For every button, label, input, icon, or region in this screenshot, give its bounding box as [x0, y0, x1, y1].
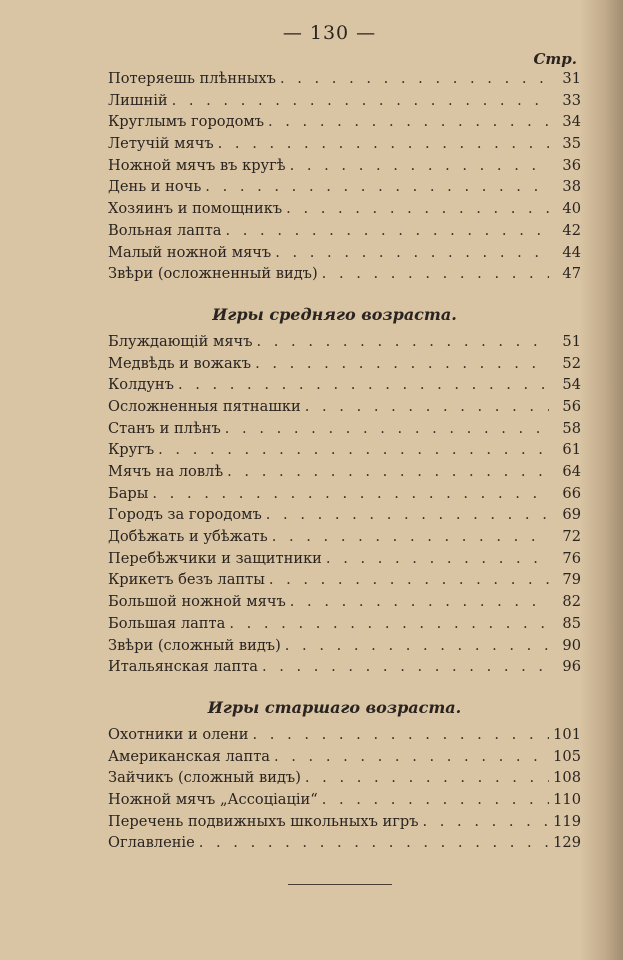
dot-leader — [322, 265, 549, 282]
toc-entry-title: Хозяинъ и помощникъ — [108, 200, 283, 218]
toc-entry-title: Осложненныя пятнашки — [108, 397, 301, 415]
page-column-header: Стр. — [533, 50, 577, 68]
dot-leader — [285, 637, 549, 654]
toc-entry-page: 61 — [562, 441, 581, 459]
toc-entry-page: 33 — [562, 91, 581, 109]
toc-entry-title: Добѣжать и убѣжать — [108, 528, 268, 546]
toc-entry-page: 110 — [553, 790, 581, 808]
toc-entry-title: Звѣри (осложненный видъ) — [108, 265, 318, 283]
toc-entry-title: Перебѣжчики и защитники — [108, 549, 322, 567]
dot-leader — [272, 528, 549, 545]
dot-leader — [268, 113, 549, 130]
section-title-older-age: Игры старшаго возраста. — [207, 697, 462, 717]
toc-entry — [108, 637, 581, 659]
page-number: — 130 — — [282, 22, 377, 44]
toc-entry-page: 72 — [562, 528, 581, 546]
toc-entry-title: Вольная лапта — [108, 221, 222, 239]
toc-entry-title: День и ночь — [108, 178, 202, 196]
toc-entry-page: 56 — [562, 397, 581, 415]
dot-leader — [305, 769, 549, 786]
toc-entry — [108, 571, 581, 593]
toc-entry-title: Большая лапта — [108, 614, 226, 632]
toc-entry — [108, 615, 581, 637]
dot-leader — [262, 658, 549, 675]
dot-leader — [253, 726, 549, 743]
toc-entry — [108, 506, 581, 528]
toc-entry-page: 129 — [553, 834, 581, 852]
toc-entry — [108, 376, 581, 398]
toc-entry-page: 82 — [562, 593, 581, 611]
toc-entry-page: 76 — [562, 549, 581, 567]
dot-leader — [275, 244, 549, 261]
dot-leader — [423, 813, 550, 830]
toc-entry-page: 64 — [562, 463, 581, 480]
toc-entry-page: 79 — [562, 571, 581, 589]
toc-entry-page: 31 — [562, 70, 581, 87]
toc-entry-page: 52 — [562, 354, 581, 372]
toc-entry — [108, 333, 581, 355]
toc-entry-title: Городъ за городомъ — [108, 506, 262, 524]
toc-entry — [108, 200, 581, 222]
toc-entry-page: 96 — [562, 658, 581, 676]
section-title-middle-age: Игры средняго возраста. — [212, 304, 457, 324]
toc-entry — [108, 748, 581, 770]
toc-section-1 — [108, 333, 581, 680]
toc-entry-title: Бары — [108, 484, 149, 502]
toc-entry — [108, 550, 581, 572]
closing-rule — [288, 884, 392, 885]
toc-entry — [108, 70, 581, 92]
toc-entry — [108, 658, 581, 680]
toc-entry — [108, 244, 581, 266]
dot-leader — [172, 92, 549, 109]
dot-leader — [286, 200, 549, 217]
toc-entry-page: 42 — [562, 221, 581, 239]
toc-entry-page: 58 — [562, 419, 581, 437]
toc-entry-title: Лишній — [108, 91, 168, 109]
toc-entry — [108, 113, 581, 135]
dot-leader — [218, 135, 549, 152]
toc-entry-title: Круглымъ городомъ — [108, 113, 264, 131]
toc-entry-page: 90 — [562, 636, 581, 654]
toc-entry-page: 54 — [562, 376, 581, 394]
toc-entry-title: Потеряешь плѣнныхъ — [108, 70, 276, 87]
toc-entry — [108, 222, 581, 244]
toc-entry — [108, 157, 581, 179]
toc-entry — [108, 528, 581, 550]
dot-leader — [178, 376, 549, 393]
toc-entry-title: Кругъ — [108, 441, 155, 459]
toc-entry-title: Малый ножной мячъ — [108, 243, 272, 261]
toc-entry — [108, 593, 581, 615]
toc-entry-title: Летучій мячъ — [108, 135, 214, 153]
dot-leader — [280, 70, 549, 87]
dot-leader — [305, 398, 549, 415]
toc-entry-title: Блуждающій мячъ — [108, 332, 253, 350]
toc-entry-page: 35 — [562, 135, 581, 153]
toc-entry-title: Ножной мячъ „Ассоціаціи“ — [108, 790, 318, 808]
dot-leader — [227, 463, 549, 480]
toc-section-2 — [108, 726, 581, 856]
dot-leader — [152, 485, 549, 502]
toc-entry — [108, 135, 581, 157]
dot-leader — [274, 748, 549, 765]
toc-entry-title: Станъ и плѣнъ — [108, 419, 221, 437]
toc-entry-title: Крикетъ безъ лапты — [108, 571, 265, 589]
toc-entry-title: Мячъ на ловлѣ — [108, 463, 224, 480]
toc-entry-page: 66 — [562, 484, 581, 502]
toc-entry-page: 40 — [562, 200, 581, 218]
toc-entry — [108, 420, 581, 442]
dot-leader — [326, 550, 549, 567]
toc-entry — [108, 441, 581, 463]
toc-section-0 — [108, 70, 581, 287]
toc-entry — [108, 463, 581, 485]
dot-leader — [322, 791, 549, 808]
toc-entry — [108, 813, 581, 835]
toc-entry — [108, 265, 581, 287]
dot-leader — [225, 420, 549, 437]
dot-leader — [290, 593, 549, 610]
dot-leader — [199, 834, 549, 851]
toc-entry-title: Оглавленіе — [108, 834, 195, 852]
toc-entry-title: Охотники и олени — [108, 725, 249, 743]
toc-entry-page: 36 — [562, 156, 581, 174]
toc-entry-title: Медвѣдь и вожакъ — [108, 354, 252, 372]
toc-entry-title: Ножной мячъ въ кругѣ — [108, 156, 286, 174]
toc-entry-title: Колдунъ — [108, 376, 174, 394]
toc-entry-title: Звѣри (сложный видъ) — [108, 636, 281, 654]
dot-leader — [158, 441, 549, 458]
toc-entry-page: 85 — [562, 614, 581, 632]
dot-leader — [255, 355, 549, 372]
toc-entry-title: Американская лапта — [108, 747, 270, 765]
toc-entry-title: Большой ножной мячъ — [108, 593, 286, 611]
dot-leader — [229, 615, 549, 632]
toc-entry — [108, 726, 581, 748]
toc-entry-page: 101 — [553, 725, 581, 743]
dot-leader — [269, 571, 549, 588]
toc-entry — [108, 92, 581, 114]
toc-entry-page: 119 — [553, 812, 581, 830]
toc-entry-title: Зайчикъ (сложный видъ) — [108, 769, 301, 787]
dot-leader — [205, 178, 549, 195]
toc-entry-page: 69 — [562, 506, 581, 524]
dot-leader — [225, 222, 549, 239]
toc-entry-page: 44 — [562, 243, 581, 261]
toc-entry-title: Итальянская лапта — [108, 658, 258, 676]
dot-leader — [257, 333, 550, 350]
toc-entry — [108, 485, 581, 507]
toc-entry — [108, 178, 581, 200]
toc-entry — [108, 791, 581, 813]
dot-leader — [266, 506, 549, 523]
toc-entry — [108, 355, 581, 377]
toc-entry-page: 38 — [562, 178, 581, 196]
toc-entry-page: 108 — [553, 769, 581, 787]
dot-leader — [290, 157, 549, 174]
toc-entry-title: Перечень подвижныхъ школьныхъ игръ — [108, 812, 419, 830]
toc-entry — [108, 834, 581, 856]
toc-entry — [108, 769, 581, 791]
toc-entry-page: 47 — [562, 265, 581, 283]
toc-entry — [108, 398, 581, 420]
toc-entry-page: 34 — [562, 113, 581, 131]
toc-entry-page: 51 — [562, 332, 581, 350]
toc-entry-page: 105 — [553, 747, 581, 765]
